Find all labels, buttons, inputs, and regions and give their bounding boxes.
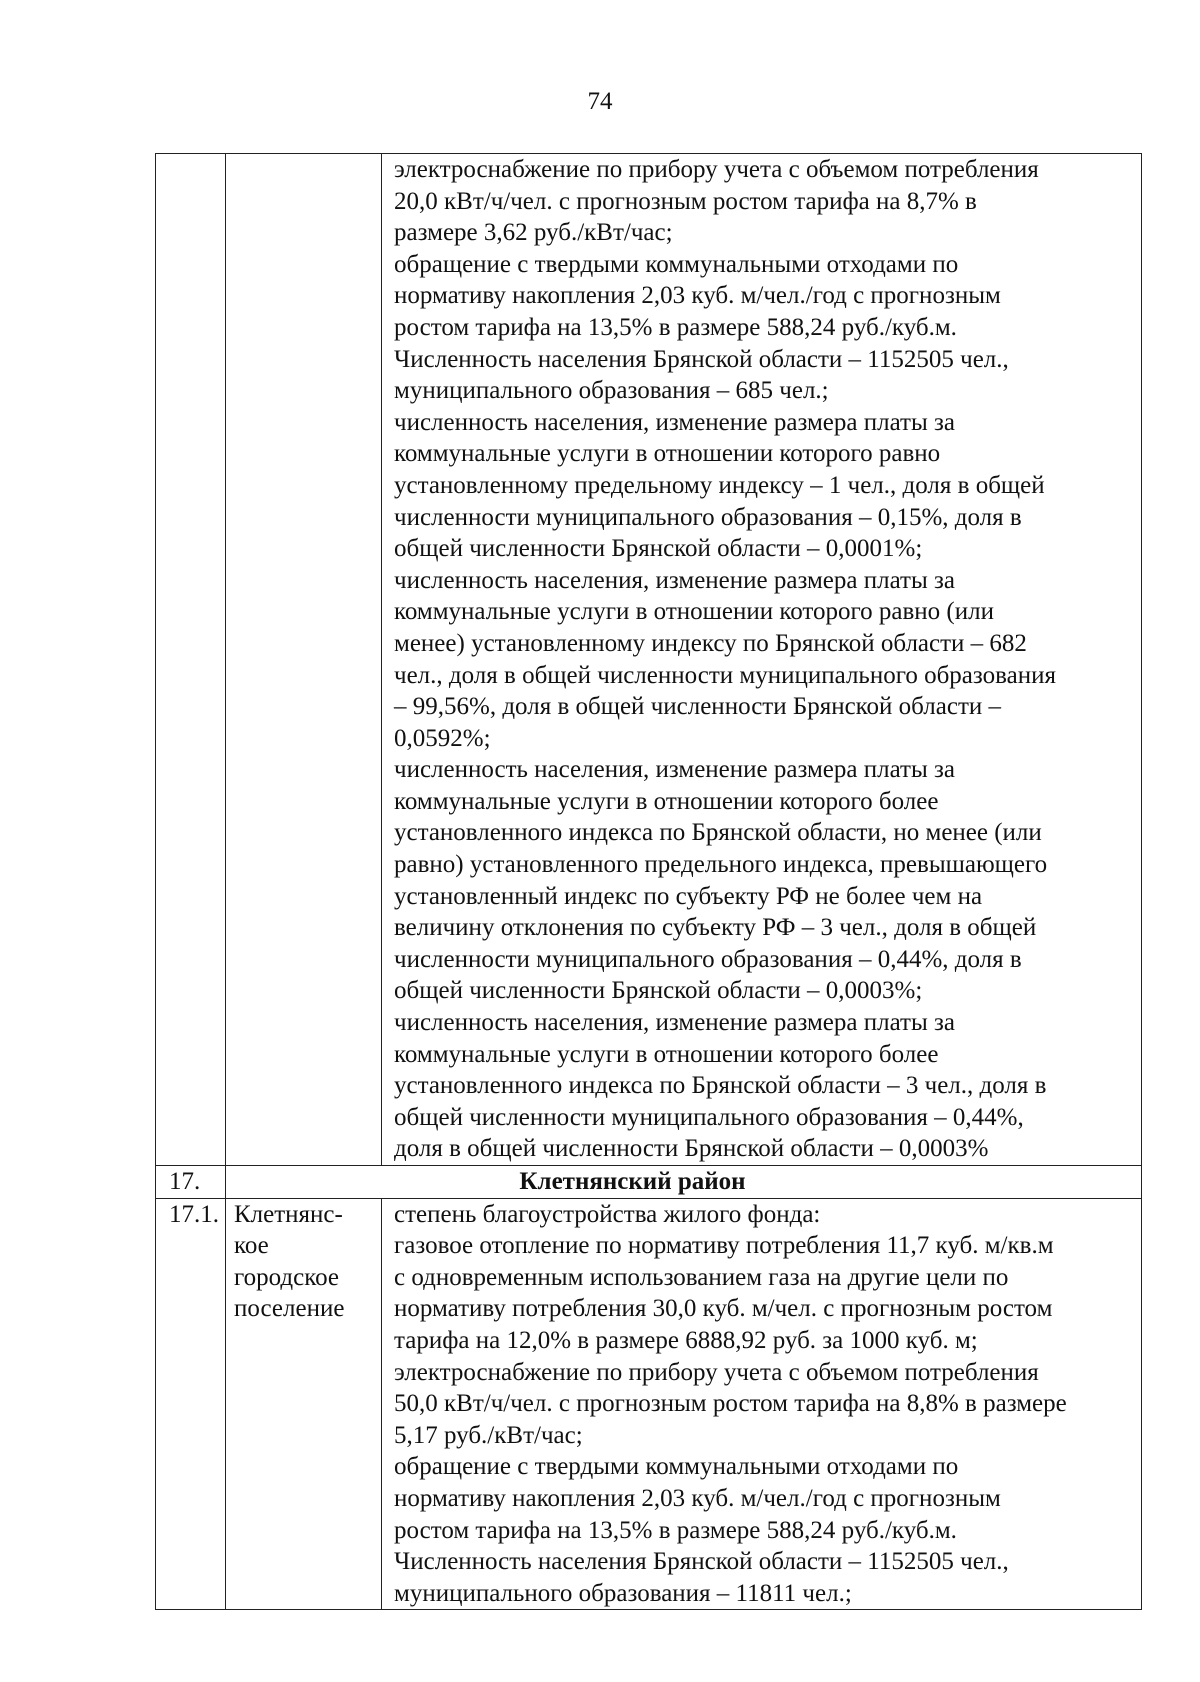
description-line: электроснабжение по прибору учета с объемом потребления xyxy=(394,1358,1039,1386)
description-line: нормативу накопления 2,03 куб. м/чел./год с прогнозным xyxy=(394,1484,1001,1512)
description-line: 0,0592%; xyxy=(394,724,491,752)
municipality-name-cell xyxy=(226,1198,382,1610)
description-line: нормативу накопления 2,03 куб. м/чел./год с прогнозным xyxy=(394,282,1001,310)
description-line: установленного индекса по Брянской области, но менее (или xyxy=(394,819,1042,847)
row-number-cell xyxy=(156,154,226,1166)
description-line: ростом тарифа на 13,5% в размере 588,24 руб./куб.м. xyxy=(394,313,957,341)
description-line: установленного индекса по Брянской области – 3 чел., доля в xyxy=(394,1072,1047,1100)
description-line: численность населения, изменение размера платы за xyxy=(394,408,955,436)
description-line: обращение с твердыми коммунальными отходами по xyxy=(394,250,959,278)
description-cell xyxy=(382,1198,1142,1610)
description-line: численности муниципального образования – 0,15%, доля в xyxy=(394,503,1022,531)
municipality-name-cell xyxy=(226,154,382,1166)
description-line: степень благоустройства жилого фонда: xyxy=(394,1200,821,1228)
description-line: газовое отопление по нормативу потребления 11,7 куб. м/кв.м xyxy=(394,1232,1054,1260)
description-line: численность населения, изменение размера платы за xyxy=(394,756,955,784)
description-line: общей численности Брянской области – 0,0001%; xyxy=(394,535,923,563)
district-header-row xyxy=(156,1166,1142,1199)
description-line: доля в общей численности Брянской области – 0,0003% xyxy=(394,1135,989,1163)
description-line: Численность населения Брянской области – 1152505 чел., xyxy=(394,345,1009,373)
description-line: общей численности муниципального образования – 0,44%, xyxy=(394,1103,1024,1131)
description-line: численность населения, изменение размера платы за xyxy=(394,566,955,594)
description-line: общей численности Брянской области – 0,0003%; xyxy=(394,977,923,1005)
description-line: коммунальные услуги в отношении которого равно (или xyxy=(394,598,994,626)
description-line: муниципального образования – 685 чел.; xyxy=(394,377,829,405)
description-line: муниципального образования – 11811 чел.; xyxy=(394,1579,852,1607)
district-title: Клетнянский район xyxy=(226,1166,1142,1199)
data-table xyxy=(155,153,1142,1610)
description-line: установленному предельному индексу – 1 чел., доля в общей xyxy=(394,471,1045,499)
table-row xyxy=(156,1198,1142,1610)
description-line: коммунальные услуги в отношении которого более xyxy=(394,787,939,815)
description-line: величину отклонения по субъекту РФ – 3 чел., доля в общей xyxy=(394,914,1037,942)
description-line: электроснабжение по прибору учета с объемом потребления xyxy=(394,156,1039,183)
municipality-name-line: городское xyxy=(234,1263,340,1291)
description-line: коммунальные услуги в отношении которого равно xyxy=(394,440,941,468)
description-line: 20,0 кВт/ч/чел. с прогнозным ростом тарифа на 8,7% в xyxy=(394,187,977,215)
description-line: ростом тарифа на 13,5% в размере 588,24 руб./куб.м. xyxy=(394,1516,957,1544)
description-line: установленный индекс по субъекту РФ не более чем на xyxy=(394,882,983,910)
description-line: обращение с твердыми коммунальными отходами по xyxy=(394,1453,959,1481)
municipality-name-line: кое xyxy=(234,1232,269,1260)
description-line: чел., доля в общей численности муниципального образования xyxy=(394,661,1056,689)
description-line: 50,0 кВт/ч/чел. с прогнозным ростом тарифа на 8,8% в размере xyxy=(394,1390,1067,1418)
municipality-name-line: поселение xyxy=(234,1295,345,1323)
page-number: 74 xyxy=(587,88,613,115)
description-line: 5,17 руб./кВт/час; xyxy=(394,1421,583,1449)
description-line: численности муниципального образования – 0,44%, доля в xyxy=(394,945,1022,973)
description-line: размере 3,62 руб./кВт/час; xyxy=(394,219,673,247)
row-number-cell: 17. xyxy=(156,1166,226,1199)
description-line: Численность населения Брянской области – 1152505 чел., xyxy=(394,1548,1009,1576)
description-line: – 99,56%, доля в общей численности Брянской области – xyxy=(394,693,1001,721)
municipality-name-line: Клетнянс- xyxy=(234,1200,343,1228)
description-line: менее) установленному индексу по Брянской области – 682 xyxy=(394,629,1027,657)
description-line: тарифа на 12,0% в размере 6888,92 руб. за 1000 куб. м; xyxy=(394,1326,978,1354)
description-line: коммунальные услуги в отношении которого более xyxy=(394,1040,939,1068)
description-line: с одновременным использованием газа на другие цели по xyxy=(394,1263,1009,1291)
description-cell xyxy=(382,154,1142,1166)
row-number-cell: 17.1. xyxy=(156,1198,226,1610)
description-line: равно) установленного предельного индекса, превышающего xyxy=(394,851,1048,879)
table-row xyxy=(156,154,1142,1166)
description-line: нормативу потребления 30,0 куб. м/чел. с прогнозным ростом xyxy=(394,1295,1053,1323)
description-line: численность населения, изменение размера платы за xyxy=(394,1009,955,1037)
